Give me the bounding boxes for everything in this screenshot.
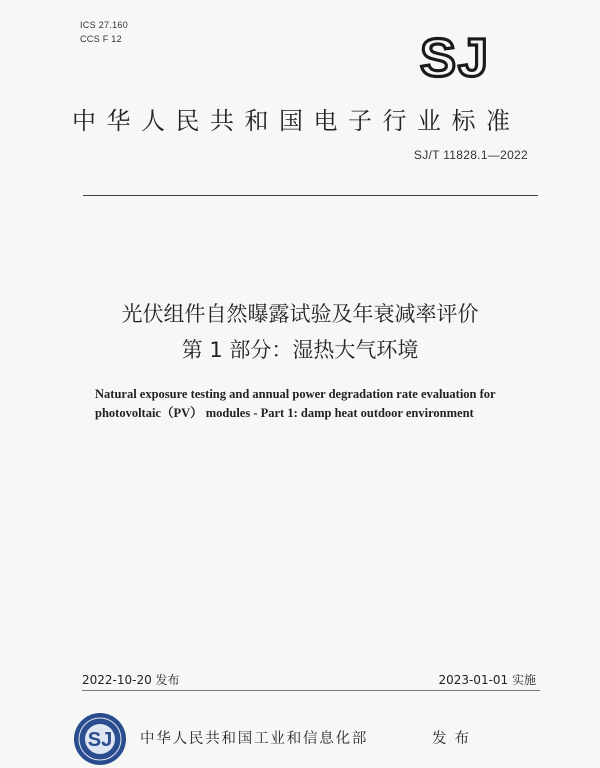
title-en-line1: Natural exposure testing and annual power degradation rate evaluation for <box>95 387 496 401</box>
header-divider <box>83 195 538 196</box>
org-title: 中华人民共和国电子行业标准 <box>72 107 521 135</box>
sj-logo-text: SJ <box>419 28 491 84</box>
title-en-line2: photovoltaic（PV） modules - Part 1: damp heat outdoor environment <box>95 406 474 420</box>
ccs-code: CCS F 12 <box>80 34 122 44</box>
issuing-ministry: 中华人民共和国工业和信息化部 <box>140 731 369 747</box>
ics-code: ICS 27.160 <box>80 20 129 30</box>
classification-codes <box>80 18 128 46</box>
standard-number: SJ/T 11828.1—2022 <box>413 148 528 162</box>
svg-text:SJ: SJ <box>87 729 113 751</box>
sj-logo <box>412 28 498 84</box>
sj-seal-icon <box>72 711 128 767</box>
title-zh-line2: 第 1 部分：湿热大气环境 <box>181 338 419 362</box>
publish-label: 发布 <box>432 731 477 747</box>
title-en <box>95 385 525 423</box>
title-zh-line1: 光伏组件自然曝露试验及年衰减率评价 <box>121 302 479 326</box>
issue-date: 2022-10-20 发布 <box>82 673 180 687</box>
implementation-date: 2023-01-01 实施 <box>438 673 536 687</box>
footer-divider <box>82 690 540 691</box>
